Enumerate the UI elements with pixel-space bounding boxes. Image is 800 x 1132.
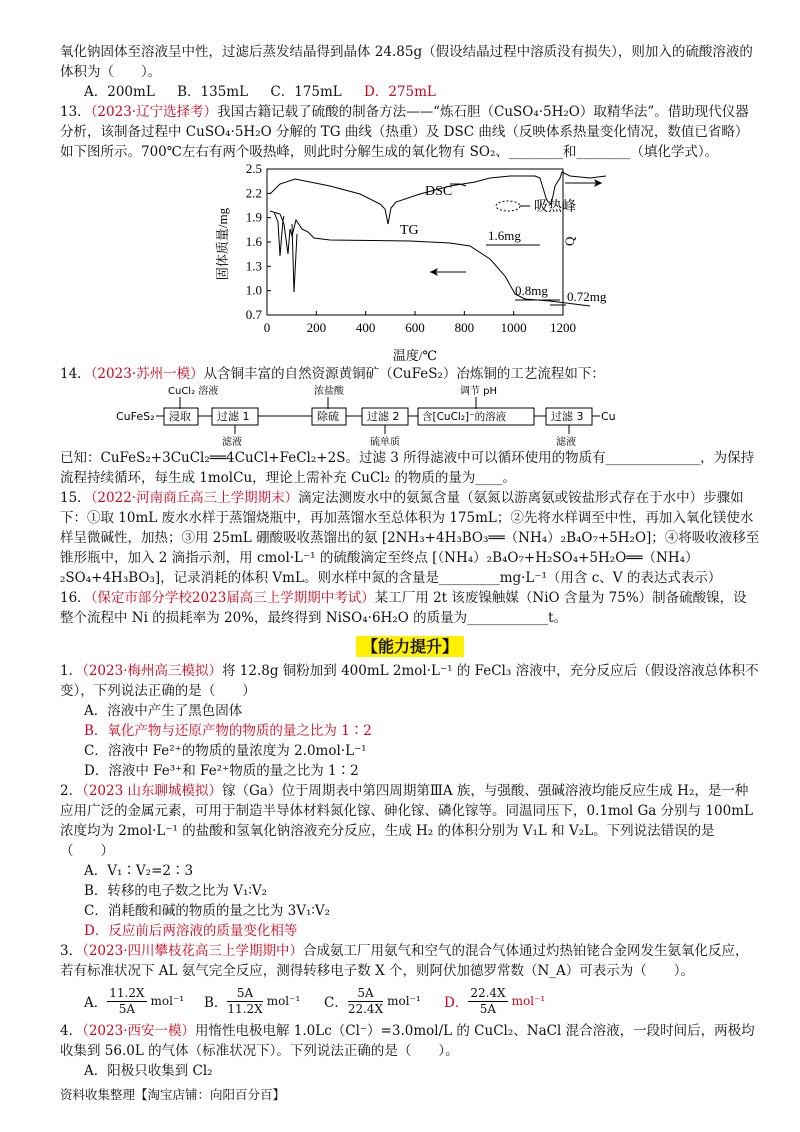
y-axis-label: 固体质量/mg: [215, 207, 230, 281]
p4: [60, 1021, 760, 1061]
q12-option-d: D．275mL: [364, 84, 436, 100]
tg-arrow-icon: [430, 268, 466, 276]
peak-ellipse: [496, 201, 520, 211]
q15-source: （2022·河南商丘高三上学期期末）: [90, 490, 299, 506]
q16-number: 16．: [60, 590, 91, 606]
p4-number: 4．: [60, 1023, 83, 1039]
process-flow: [116, 384, 616, 448]
flow-step-filter2: 过滤 2: [367, 410, 400, 423]
section-heading: [60, 634, 760, 657]
y-tick-label: 2.2: [245, 185, 262, 201]
p2-option-c: C．消耗酸和碱的物质的量之比为 3V₁∶V₂: [84, 903, 331, 919]
p3-number: 3．: [60, 943, 83, 959]
p3-option-d-label: D．: [444, 995, 469, 1011]
p4-option-a: A．阳极只收集到 Cl₂: [84, 1063, 213, 1079]
tg-first-dips: [274, 212, 297, 292]
y-tick-label: 0.7: [245, 307, 262, 322]
p1-option-b: B．氧化产物与还原产物的物质的量之比为 1∶2: [84, 723, 372, 739]
section-title: 【能力提升】: [356, 636, 464, 657]
p3-option-d-numerator: 22.4X: [470, 985, 506, 1000]
q13-number: 13．: [60, 104, 91, 120]
q12-option-c: C．175mL: [270, 84, 342, 100]
flow-step-filter3: 过滤 3: [551, 410, 584, 423]
p3-option-b: [204, 986, 324, 1017]
p2: [60, 781, 760, 861]
flow-step-filter1: 过滤 1: [217, 410, 250, 423]
p3-option-b-numerator: 5A: [227, 986, 262, 1002]
right-axis-label: Q: [562, 236, 577, 246]
q12-tail: 氧化钠固体至溶液呈中性，过滤后蒸发结晶得到晶体 24.85g（假设结晶过程中溶质没有损失），则加入的硫酸溶液的体积为（ ）。: [60, 44, 753, 80]
q12-options: [60, 82, 760, 102]
x-tick-label: 800: [454, 320, 475, 335]
q16-source: （保定市部分学校2023届高三上学期期中考试）: [90, 590, 375, 606]
flow-step-desulfur: 除硫: [317, 410, 339, 423]
q16: [60, 588, 760, 628]
p3-option-a-numerator: 11.2X: [109, 985, 145, 1000]
page-footer: 资料收集整理【淘宝店铺：向阳百分百】: [60, 1087, 286, 1102]
q14-number: 14．: [60, 366, 91, 382]
peak-label: 吸热峰: [534, 200, 576, 215]
q15-number: 15．: [60, 490, 91, 506]
x-tick-label: 200: [306, 320, 327, 335]
flow-start: CuFeS₂: [116, 410, 155, 423]
flow-output-filtrate1: 滤液: [222, 437, 242, 448]
p4-source: （2023·西安一模）: [82, 1023, 195, 1039]
p1-option-c: C．溶液中 Fe²⁺的物质的量浓度为 2.0mol·L⁻¹: [84, 743, 367, 759]
x-tick-label: 0: [263, 320, 271, 335]
y-tick-label: 1.0: [245, 282, 262, 298]
p3-option-c-numerator: 5A: [348, 986, 383, 1002]
q14-known: 已知：CuFeS₂+3CuCl₂══4CuCl+FeCl₂+2S。过滤 3 所得滤液中可以循环使用的物质有______________，为保持流程持续循环，每生成 1molCu，理论上需补充 CuCl₂ 的物质的量为____。: [60, 450, 755, 486]
q13-text: 我国古籍记载了硫酸的制备方法——“炼石胆（CuSO₄·5H₂O）取精华法”。借助现代仪器分析，该制备过程中 CuSO₄·5H₂O 分解的 TG 曲线（热重）及 DSC 曲线（反映体系热量变化情况，数值已省略）如下图所示。700℃左右有两个吸热峰，则此时分解生成的氧化物有 SO₂、________和________（填化学式）。: [60, 104, 749, 160]
flow-end: Cu: [601, 410, 616, 423]
p2-option-a: A．V₁∶V₂=2∶3: [84, 863, 194, 879]
p3-options: [60, 981, 760, 1021]
p3-option-c-denominator: 22.4X: [347, 1001, 384, 1016]
mass-16-label: 1.6mg: [488, 228, 521, 243]
q14-text: 从含铜丰富的自然资源黄铜矿（CuFeS₂）冶炼铜的工艺流程如下：: [203, 366, 605, 382]
q14-source: （2023·苏州一模）: [90, 366, 204, 382]
p3-option-c: [324, 986, 444, 1017]
p1-number: 1．: [60, 663, 83, 679]
y-tick-label: 1.3: [245, 258, 262, 274]
y-tick-label: 1.6: [245, 234, 262, 249]
p3-option-d-unit: mol⁻¹: [511, 994, 546, 1008]
flow-output-filtrate3: 滤液: [556, 437, 576, 448]
x-axis-label: 温度/℃: [392, 348, 438, 363]
q14: [60, 364, 760, 384]
p3-option-b-denominator: 11.2X: [227, 1001, 263, 1016]
dsc-label: DSC: [425, 184, 453, 199]
p3-option-a-fraction: [107, 986, 146, 1017]
x-tick-label: 400: [355, 320, 376, 335]
y-tick-label: 2.5: [245, 164, 262, 176]
flow-step-solution: 含[CuCl₂]⁻的溶液: [422, 411, 507, 423]
p3-option-b-fraction: [227, 986, 262, 1017]
p2-text: 镓（Ga）位于周期表中第四周期第ⅢA 族，与强酸、强碱溶液均能反应生成 H₂，是一种应用广泛的金属元素，可用于制造半导体材料氮化镓、砷化镓、磷化镓等。同温同压下，0.1mol Ga 分别与 100mL 浓度均为 2mol·L⁻¹ 的盐酸和氢氧化钠溶液充分反应，生成 H₂ 的体积分别为 V₁L 和 V₂L。下列说法错误的是（ ）: [60, 783, 753, 859]
p3-option-d: [444, 986, 564, 1017]
x-tick-label: 600: [405, 320, 425, 335]
flow-output-sulfur: 硫单质: [370, 437, 400, 448]
x-tick-label: 1200: [550, 320, 576, 335]
p3-option-c-label: C．: [324, 995, 348, 1011]
q15-text: 滴定法测废水中的氨氮含量（氨氮以游离氨或铵盐形式存在于水中）步骤如下：①取 10mL 废水水样于蒸馏烧瓶中，再加蒸馏水至总体积为 175mL；②先将水样调至中性，再加入氧化镁使水样呈微碱性，加热；③用 25mL 硼酸吸收蒸馏出的氨 [2NH₃+4H₃BO₃══（NH₄）₂B₄O₇+5H₂O]；④将吸收液移至锥形瓶中，加入 2 滴指示剂，用 cmol·L⁻¹ 的硫酸滴定至终点 [（NH₄）₂B₄O₇+H₂SO₄+5H₂O══（NH₄）₂SO₄+4H₃BO₃]，记录消耗的体积 VmL。则水样中氮的含量是_________mg·L⁻¹（用含 c、V 的表达式表示）: [60, 490, 760, 586]
q13-source: （2023·辽宁选择考）: [90, 104, 218, 120]
p3-option-a-label: A．: [84, 995, 108, 1011]
p1-source: （2023·梅州高三模拟）: [82, 663, 222, 679]
flow-input-cucl2: CuCl₂ 溶液: [168, 386, 219, 397]
p3-source: （2023·四川攀枝花高三上学期期中）: [82, 943, 303, 959]
p3-option-a-denominator: 5A: [118, 1001, 136, 1016]
p3-text: 合成氨工厂用氨气和空气的混合气体通过灼热铂铑合金网发生氨氧化反应，若有标准状况下 AL 氨气完全反应，测得转移电子数 X 个，则阿伏加德罗常数（N_A）可表示为（ ）。: [60, 943, 749, 979]
dsc-arrow-icon: [565, 179, 602, 187]
q12-option-a: A．200mL: [84, 84, 155, 100]
p1-option-d: D．溶液中 Fe³⁺和 Fe²⁺物质的量之比为 1∶2: [84, 763, 359, 779]
p3-option-d-denominator: 5A: [479, 1001, 497, 1016]
x-tick-label: 1000: [500, 320, 527, 335]
p3-option-a: [84, 986, 204, 1017]
flow-step-leach: 浸取: [169, 410, 191, 423]
mass-072-label: 0.72mg: [567, 289, 607, 304]
tg-dsc-chart: [210, 164, 630, 364]
q16-text: 某工厂用 2t 该废镍触媒（NiO 含量为 75%）制备硫酸镍，设整个流程中 Ni 的损耗率为 20%，最终得到 NiSO₄·6H₂O 的质量为____________t。: [60, 590, 747, 626]
q12-option-b: B．135mL: [177, 84, 249, 100]
p1-option-a: A．溶液中产生了黑色固体: [84, 703, 243, 719]
y-tick-label: 1.9: [245, 209, 262, 225]
p2-source: （2023 山东聊城模拟）: [82, 783, 222, 799]
document-page: [60, 42, 760, 1081]
flow-input-ph: 调节 pH: [460, 386, 498, 397]
p1-text: 将 12.8g 铜粉加到 400mL 2mol·L⁻¹ 的 FeCl₃ 溶液中，充分反应后（假设溶液总体积不变），下列说法正确的是（ ）: [60, 663, 759, 699]
p2-option-d: D．反应前后两溶液的质量变化相等: [84, 923, 298, 939]
mass-08-label: 0.8mg: [515, 283, 548, 298]
p3: [60, 941, 760, 981]
q15: [60, 488, 760, 588]
p3-option-b-unit: mol⁻¹: [266, 994, 301, 1008]
p3-option-a-unit: mol⁻¹: [150, 994, 185, 1008]
p2-option-b: B．转移的电子数之比为 V₁∶V₂: [84, 883, 268, 899]
p3-option-c-fraction: [348, 986, 383, 1017]
p3-option-b-label: B．: [204, 995, 228, 1011]
p3-option-c-unit: mol⁻¹: [387, 994, 421, 1008]
p2-number: 2．: [60, 783, 83, 799]
q13: [60, 102, 760, 162]
p4-text: 用惰性电极电解 1.0Lc（Cl⁻）=3.0mol/L 的 CuCl₂、NaCl 混合溶液，一段时间后，两极均收集到 56.0L 的气体（标准状况下）。下列说法正确的是（ ）。: [60, 1023, 755, 1059]
p3-option-d-fraction: [468, 986, 507, 1017]
tg-label: TG: [400, 223, 419, 238]
p1: [60, 661, 760, 701]
flow-input-hcl: 浓盐酸: [314, 386, 344, 397]
